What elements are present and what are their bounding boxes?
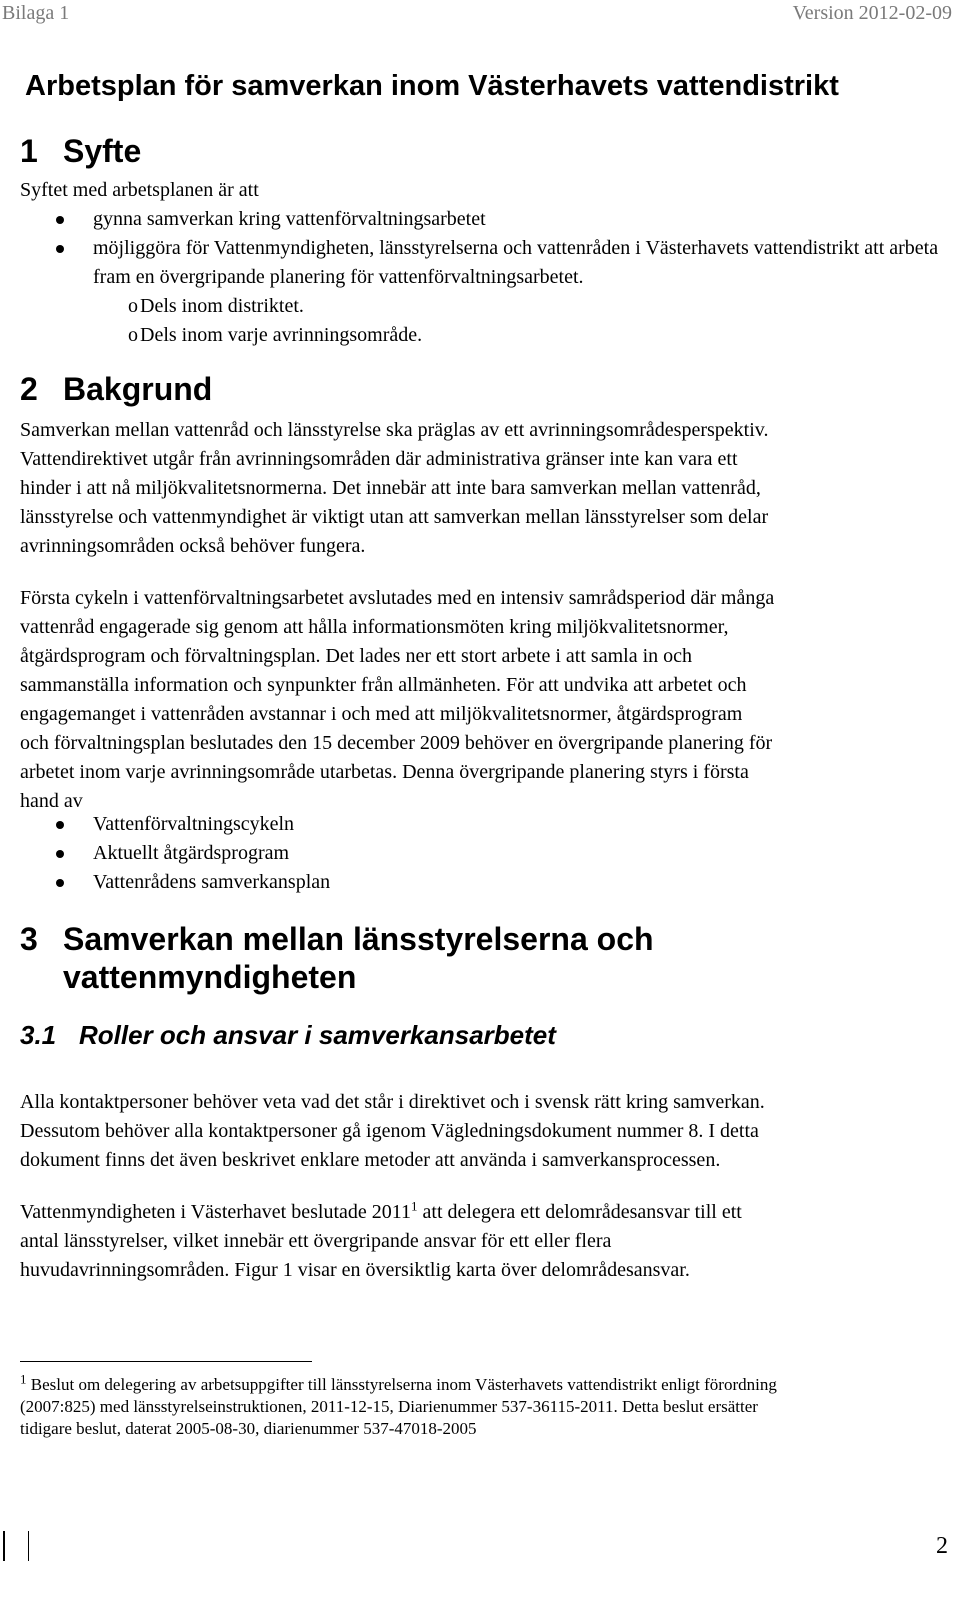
list-item-text: möjliggöra för Vattenmyndigheten, länsstyrelserna och vattenråden i Västerhavets vattendistrikt att arbeta fram en övergripande planering för vattenförvaltningsarbetet. (93, 237, 939, 288)
bullet-icon (56, 879, 64, 887)
text-segment: att delegera ett delområdesansvar till ett (417, 1201, 742, 1223)
section-3-1-number: 3.1 (20, 1020, 57, 1050)
list-item-text: Vattenrådens samverkansplan (93, 871, 331, 893)
section-2-title: Bakgrund (63, 371, 213, 407)
list-item (20, 868, 330, 897)
text-line: huvudavrinningsområden. Figur 1 visar en översiktlig karta över delområdesansvar. (20, 1259, 690, 1281)
list-item (20, 205, 945, 234)
section-3-title-line-2: vattenmyndigheten (63, 959, 357, 995)
circle-bullet-icon: o (128, 295, 138, 317)
footnote-reference[interactable]: 1 (411, 1198, 418, 1214)
list-item-text: Vattenförvaltningscykeln (93, 813, 295, 835)
list-item-text: gynna samverkan kring vattenförvaltningsarbetet (93, 208, 486, 230)
section-2-paragraph-2 (20, 584, 945, 816)
text-line: engagemanget i vattenråden avstannar i och med att miljökvalitetsnormer, åtgärdsprogram (20, 703, 743, 725)
circle-bullet-icon: o (128, 324, 138, 346)
text-line: (2007:825) med länsstyrelseinstruktionen, 2011-12-15, Diarienummer 537-36115-2011. Detta beslut ersätter (20, 1397, 758, 1416)
section-2-heading (20, 370, 212, 408)
footnote (20, 1371, 945, 1440)
list-item (20, 839, 330, 868)
section-3-number: 3 (20, 921, 38, 957)
section-1-sub-bullet-list (20, 292, 422, 350)
text-line (20, 1198, 945, 1227)
section-3-title-line-1: Samverkan mellan länsstyrelserna och (63, 921, 654, 957)
text-segment: Vattenmyndigheten i Västerhavet beslutade 2011 (20, 1201, 412, 1223)
bullet-icon (56, 850, 64, 858)
section-2-number: 2 (20, 371, 38, 407)
header-left-label: Bilaga 1 (2, 2, 70, 24)
section-1-number: 1 (20, 133, 38, 169)
bullet-icon (56, 821, 64, 829)
section-1-bullet-list (20, 205, 945, 292)
text-line: Dessutom behöver alla kontaktpersoner gå igenom Vägledningsdokument nummer 8. I detta (20, 1120, 759, 1142)
text-line: hand av (20, 790, 83, 812)
text-line: sammanställa information och synpunkter från allmänheten. För att undvika att arbetet och (20, 674, 747, 696)
section-2-bullet-list (20, 810, 330, 897)
list-item (20, 292, 422, 321)
text-line: Samverkan mellan vattenråd och länsstyrelse ska präglas av ett avrinningsområdesperspektiv. (20, 419, 769, 441)
footer-divider (28, 1531, 29, 1561)
text-line: åtgärdsprogram och förvaltningsplan. Det lades ner ett stort arbete i att samla in och (20, 645, 693, 667)
list-item-text: Dels inom varje avrinningsområde. (140, 324, 423, 346)
text-line: länsstyrelse och vattenmyndighet är viktigt utan att samverkan mellan länsstyrelser som delar (20, 506, 769, 528)
text-line: och förvaltningsplan beslutades den 15 december 2009 behöver en övergripande planering för (20, 732, 773, 754)
list-item (20, 810, 330, 839)
bullet-icon (56, 245, 64, 253)
list-item (20, 234, 945, 292)
section-3-paragraph-1 (20, 1088, 945, 1175)
list-item-text: Aktuellt åtgärdsprogram (93, 842, 290, 864)
section-3-1-heading (20, 1020, 556, 1051)
section-1-heading (20, 132, 141, 170)
text-segment: Beslut om delegering av arbetsuppgifter till länsstyrelserna inom Västerhavets vattendistrikt enligt förordning (26, 1375, 777, 1394)
section-3-1-title: Roller och ansvar i samverkansarbetet (79, 1020, 556, 1050)
footer-divider (3, 1531, 5, 1561)
text-line: Första cykeln i vattenförvaltningsarbetet avslutades med en intensiv samrådsperiod där många (20, 587, 775, 609)
text-line (20, 1371, 945, 1396)
text-line: vattenråd engagerade sig genom att hålla informationsmöten kring miljökvalitetsnormer, (20, 616, 729, 638)
text-line: Alla kontaktpersoner behöver veta vad det står i direktivet och i svensk rätt kring samverkan. (20, 1091, 765, 1113)
text-line: hinder i att nå miljökvalitetsnormerna. Det innebär att inte bara samverkan mellan vattenråd, (20, 477, 761, 499)
text-line: tidigare beslut, daterat 2005-08-30, diarienummer 537-47018-2005 (20, 1419, 477, 1438)
text-line: antal länsstyrelser, vilket innebär ett övergripande ansvar för ett eller flera (20, 1230, 612, 1252)
section-1-title: Syfte (63, 133, 142, 169)
text-line: Vattendirektivet utgår från avrinningsområden där administrativa gränser inte kan vara ett (20, 448, 738, 470)
list-item-text: Dels inom distriktet. (140, 295, 304, 317)
document-title: Arbetsplan för samverkan inom Västerhavets vattendistrikt (25, 70, 839, 102)
footnote-marker: 1 (20, 1371, 27, 1387)
header-version-label: Version 2012-02-09 (792, 2, 952, 24)
text-line: dokument finns det även beskrivet enklare metoder att använda i samverkansprocessen. (20, 1149, 721, 1171)
footnote-divider (20, 1361, 312, 1362)
section-3-paragraph-2 (20, 1198, 945, 1285)
text-line: avrinningsområden också behöver fungera. (20, 535, 366, 557)
section-3-heading (20, 920, 654, 996)
list-item (20, 321, 422, 350)
page-number: 2 (936, 1533, 948, 1559)
bullet-icon (56, 216, 64, 224)
text-line: arbetet inom varje avrinningsområde utarbetas. Denna övergripande planering styrs i första (20, 761, 749, 783)
section-2-paragraph-1 (20, 416, 945, 561)
section-1-intro: Syftet med arbetsplanen är att (20, 179, 259, 201)
